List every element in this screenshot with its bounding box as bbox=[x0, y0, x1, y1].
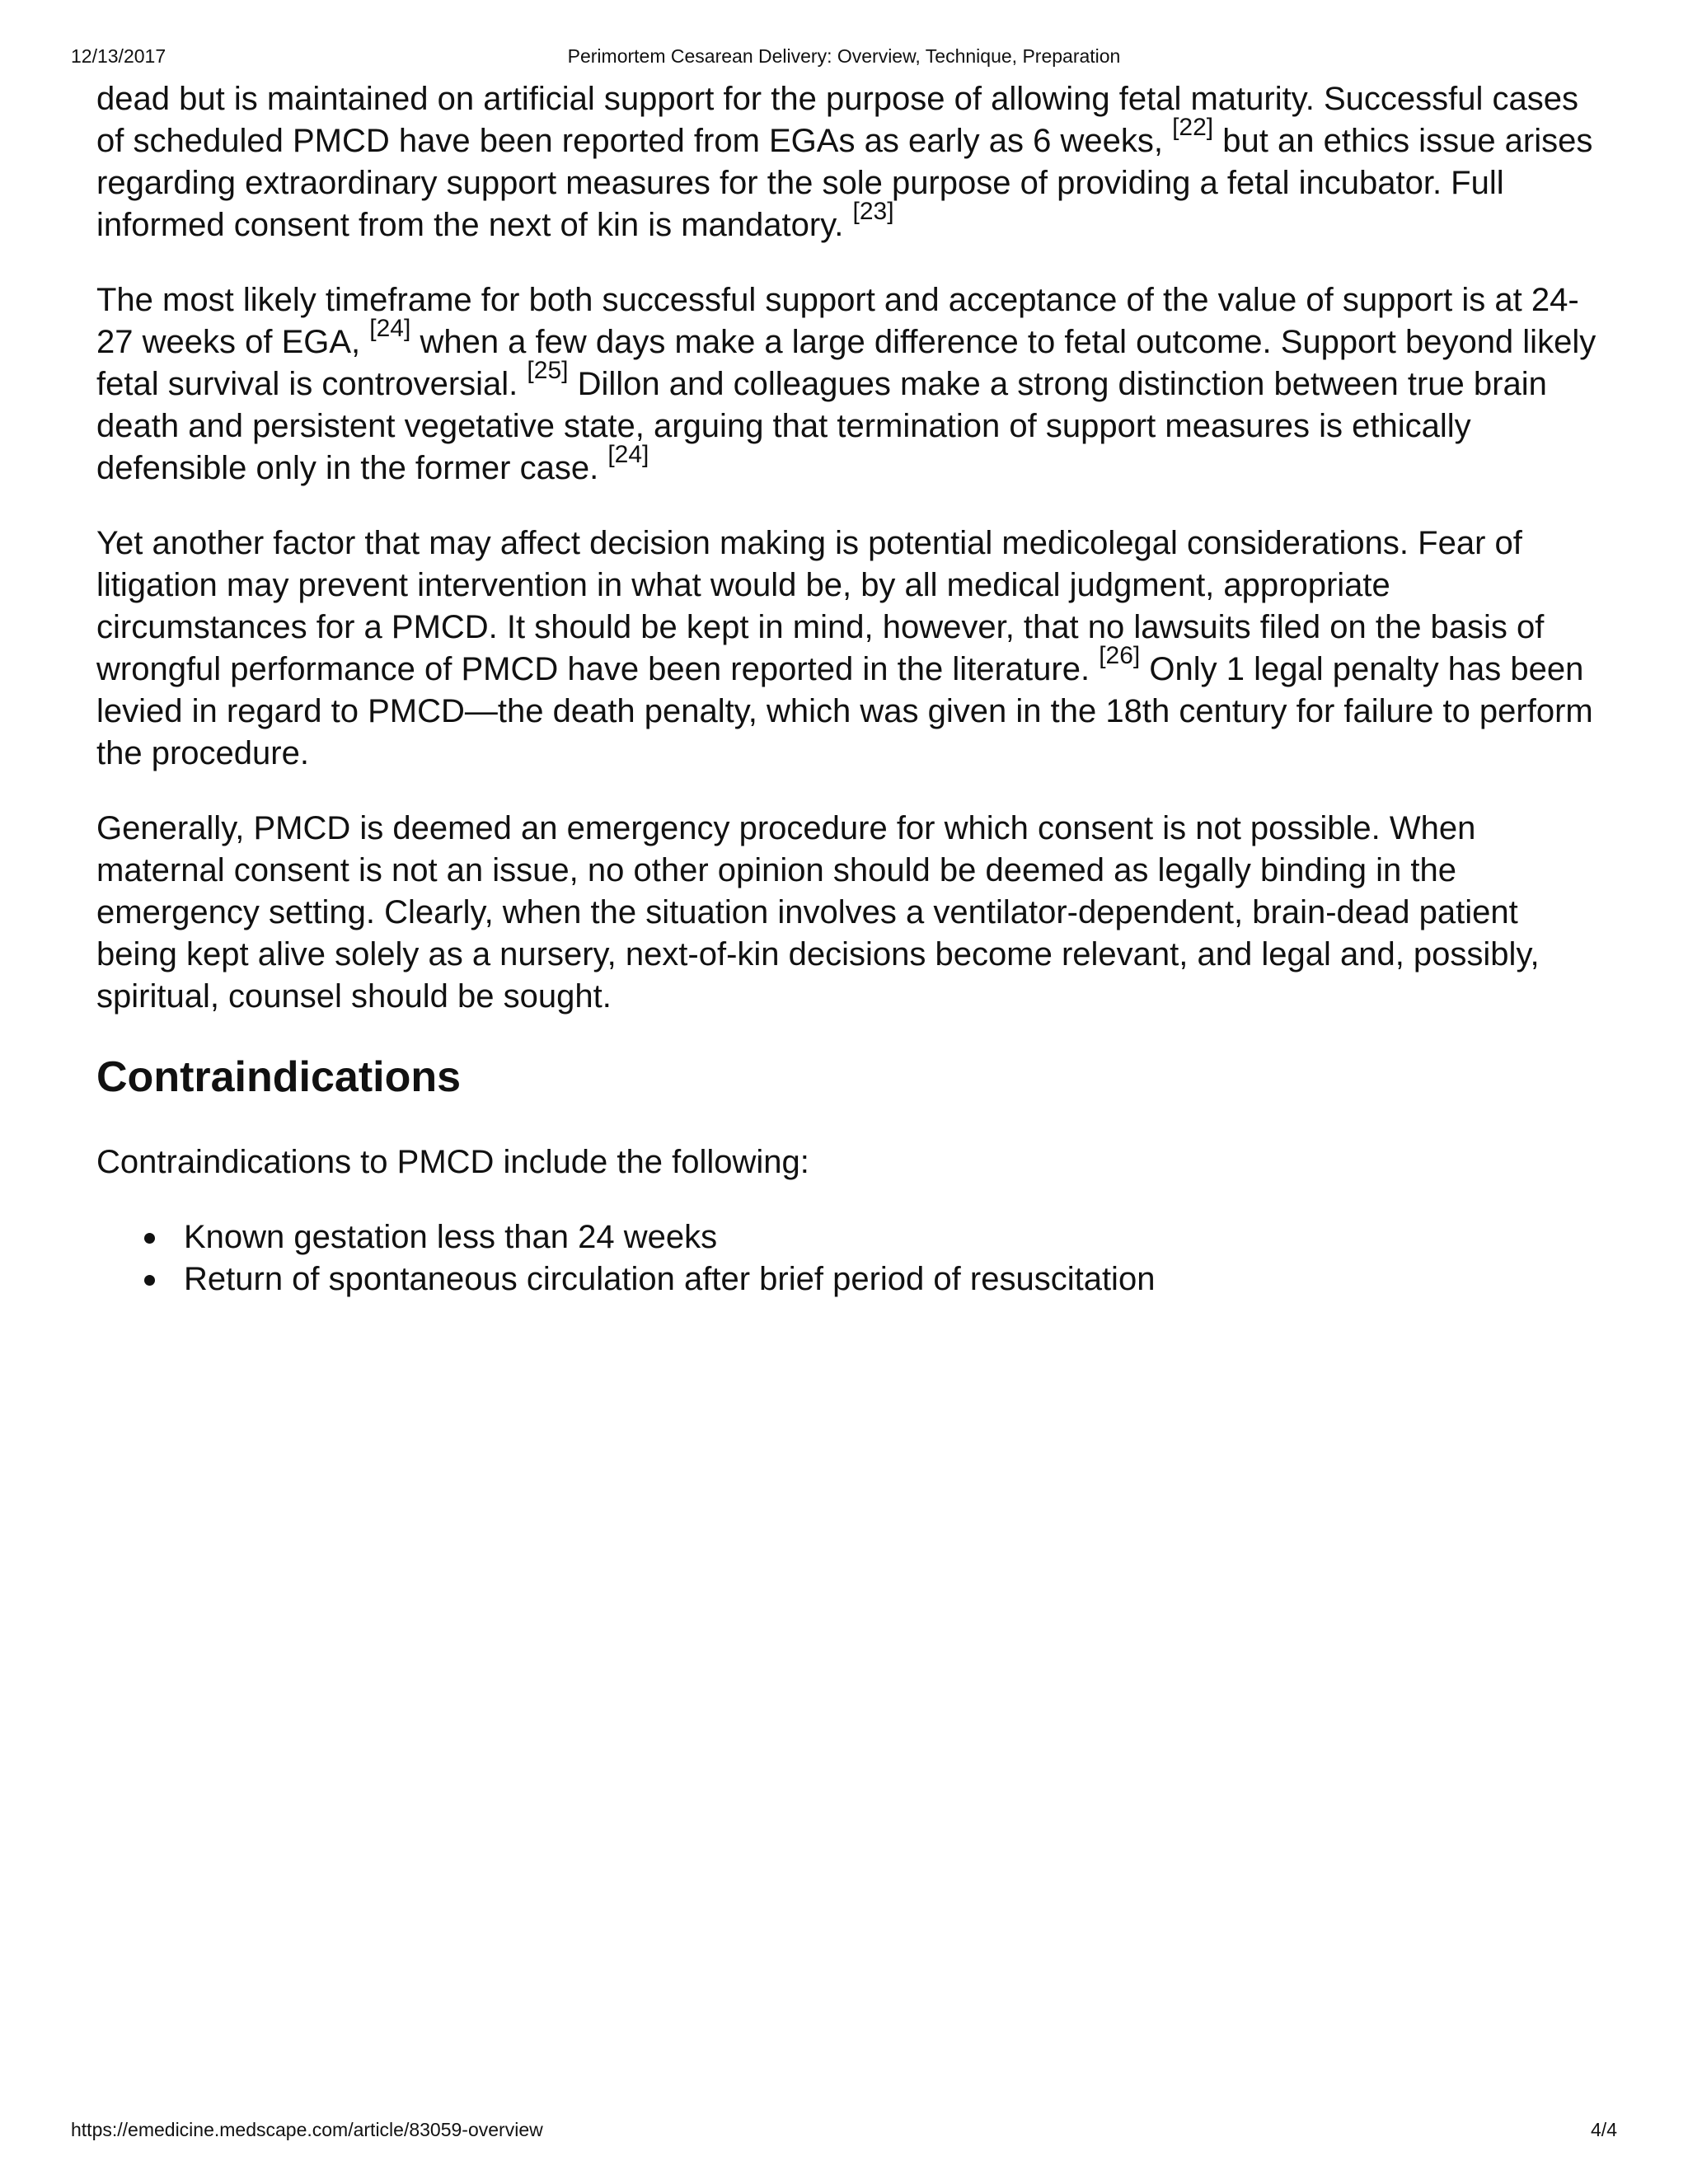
list-item-text: Known gestation less than 24 weeks bbox=[184, 1219, 718, 1255]
citation-link[interactable]: [26] bbox=[1099, 641, 1141, 669]
paragraph-text: The most likely timeframe for both successful support and acceptance of the value of support is at 24-27 weeks of EGA, bbox=[96, 282, 1579, 360]
citation-link[interactable]: [24] bbox=[607, 440, 649, 468]
list-item-text: Return of spontaneous circulation after brief period of resuscitation bbox=[184, 1261, 1156, 1297]
paragraph-text: but an ethics issue arises regarding extraordinary support measures for the sole purpose of providing a fetal incubator. Full informed consent from the next of kin is mandatory. bbox=[96, 123, 1593, 243]
paragraph-consent: Generally, PMCD is deemed an emergency procedure for which consent is not possible. When maternal consent is not an issue, no other opinion should be deemed as legally binding in the emergency setting. Clearly, when the situation involves a ventilator-dependent, brain-dead patient being kept alive solely as a nursery, next-of-kin decisions become relevant, and legal and, possibly, spiritual, counsel should be sought. bbox=[96, 810, 1540, 1015]
citation-link[interactable]: [24] bbox=[369, 314, 411, 342]
bullet-icon bbox=[144, 1233, 155, 1244]
citation-link[interactable]: [23] bbox=[852, 197, 894, 225]
paragraph-text: when a few days make a large difference to fetal outcome. Support beyond likely fetal survival is controversial. bbox=[96, 324, 1597, 402]
paragraph-fetal-support bbox=[96, 78, 1597, 246]
list-item bbox=[184, 1216, 1597, 1258]
print-date: 12/13/2017 bbox=[71, 45, 166, 67]
print-url: https://emedicine.medscape.com/article/83059-overview bbox=[71, 2119, 543, 2140]
paragraph-text: Dillon and colleagues make a strong distinction between true brain death and persistent vegetative state, arguing that termination of support measures is ethically defensible only in the former case. bbox=[96, 366, 1547, 486]
contraindications-intro: Contraindications to PMCD include the following: bbox=[96, 1144, 809, 1180]
citation-link[interactable]: [22] bbox=[1172, 113, 1214, 141]
list-item bbox=[184, 1258, 1597, 1301]
print-footer bbox=[71, 2116, 1617, 2143]
contraindications-list bbox=[96, 1216, 1597, 1301]
paragraph-medicolegal bbox=[96, 523, 1597, 775]
paragraph-text: Only 1 legal penalty has been levied in regard to PMCD—the death penalty, which was given in the 18th century for failure to perform the procedure. bbox=[96, 651, 1593, 771]
print-header bbox=[71, 43, 1617, 69]
paragraph-text: Yet another factor that may affect decision making is potential medicolegal considerations. Fear of litigation may prevent intervention in what would be, by all medical judgment, appropriate circumstances for a PMCD. It should be kept in mind, however, that no lawsuits filed on the basis of wrongful performance of PMCD have been reported in the literature. bbox=[96, 525, 1545, 687]
paragraph-text: dead but is maintained on artificial support for the purpose of allowing fetal maturity. Successful cases of scheduled PMCD have been reported from EGAs as early as 6 weeks, bbox=[96, 81, 1578, 159]
citation-link[interactable]: [25] bbox=[527, 356, 569, 384]
page-number: 4/4 bbox=[1591, 2119, 1617, 2140]
article-body bbox=[96, 78, 1597, 1301]
print-page-title: Perimortem Cesarean Delivery: Overview, Technique, Preparation bbox=[567, 45, 1121, 67]
bullet-icon bbox=[144, 1275, 155, 1286]
paragraph-timeframe bbox=[96, 279, 1597, 490]
section-heading-contraindications: Contraindications bbox=[96, 1053, 462, 1101]
